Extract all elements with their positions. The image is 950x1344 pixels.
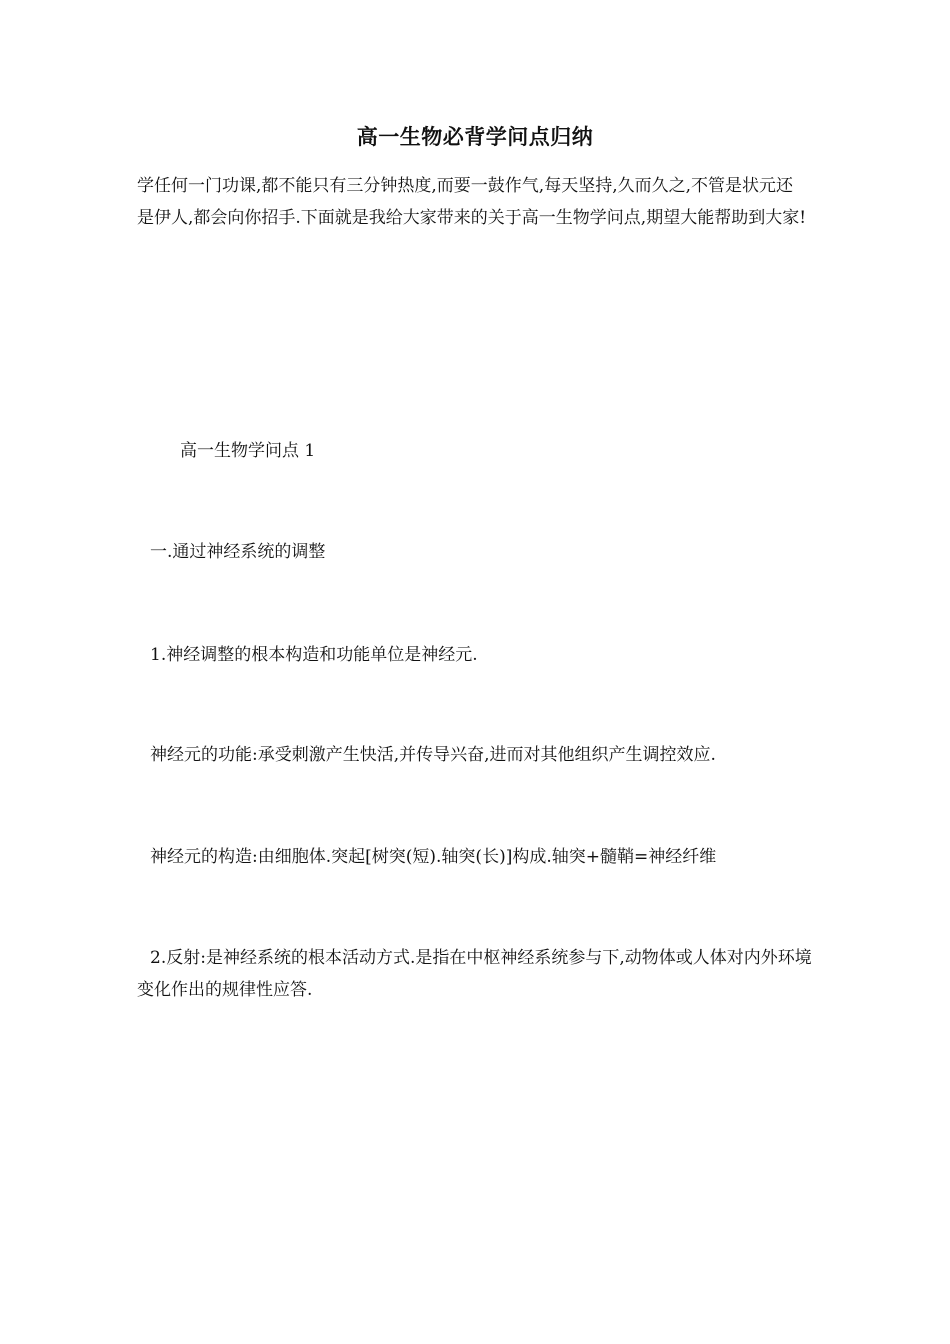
intro-paragraph: 学任何一门功课,都不能只有三分钟热度,而要一鼓作气,每天坚持,久而久之,不管是状元还是伊人,都会向你招手.下面就是我给大家带来的关于高一生物学问点,期望大能帮助到大家!: [137, 176, 807, 228]
paragraph-neuron-structure: 神经元的构造:由细胞体.突起[树突(短).轴突(长)]构成.轴突+髓鞘=神经纤维: [150, 847, 717, 867]
sub-heading: 一.通过神经系统的调整: [150, 542, 326, 562]
section-heading: 高一生物学问点 1: [180, 441, 316, 461]
document-title: 高一生物必背学问点归纳: [356, 125, 594, 149]
paragraph-item-2: 2.反射:是神经系统的根本活动方式.是指在中枢神经系统参与下,动物体或人体对内外环境变化作出的规律性应答.: [137, 948, 812, 1000]
paragraph-item-1: 1.神经调整的根本构造和功能单位是神经元.: [150, 645, 478, 665]
paragraph-neuron-function: 神经元的功能:承受刺激产生快活,并传导兴奋,进而对其他组织产生调控效应.: [150, 745, 716, 765]
